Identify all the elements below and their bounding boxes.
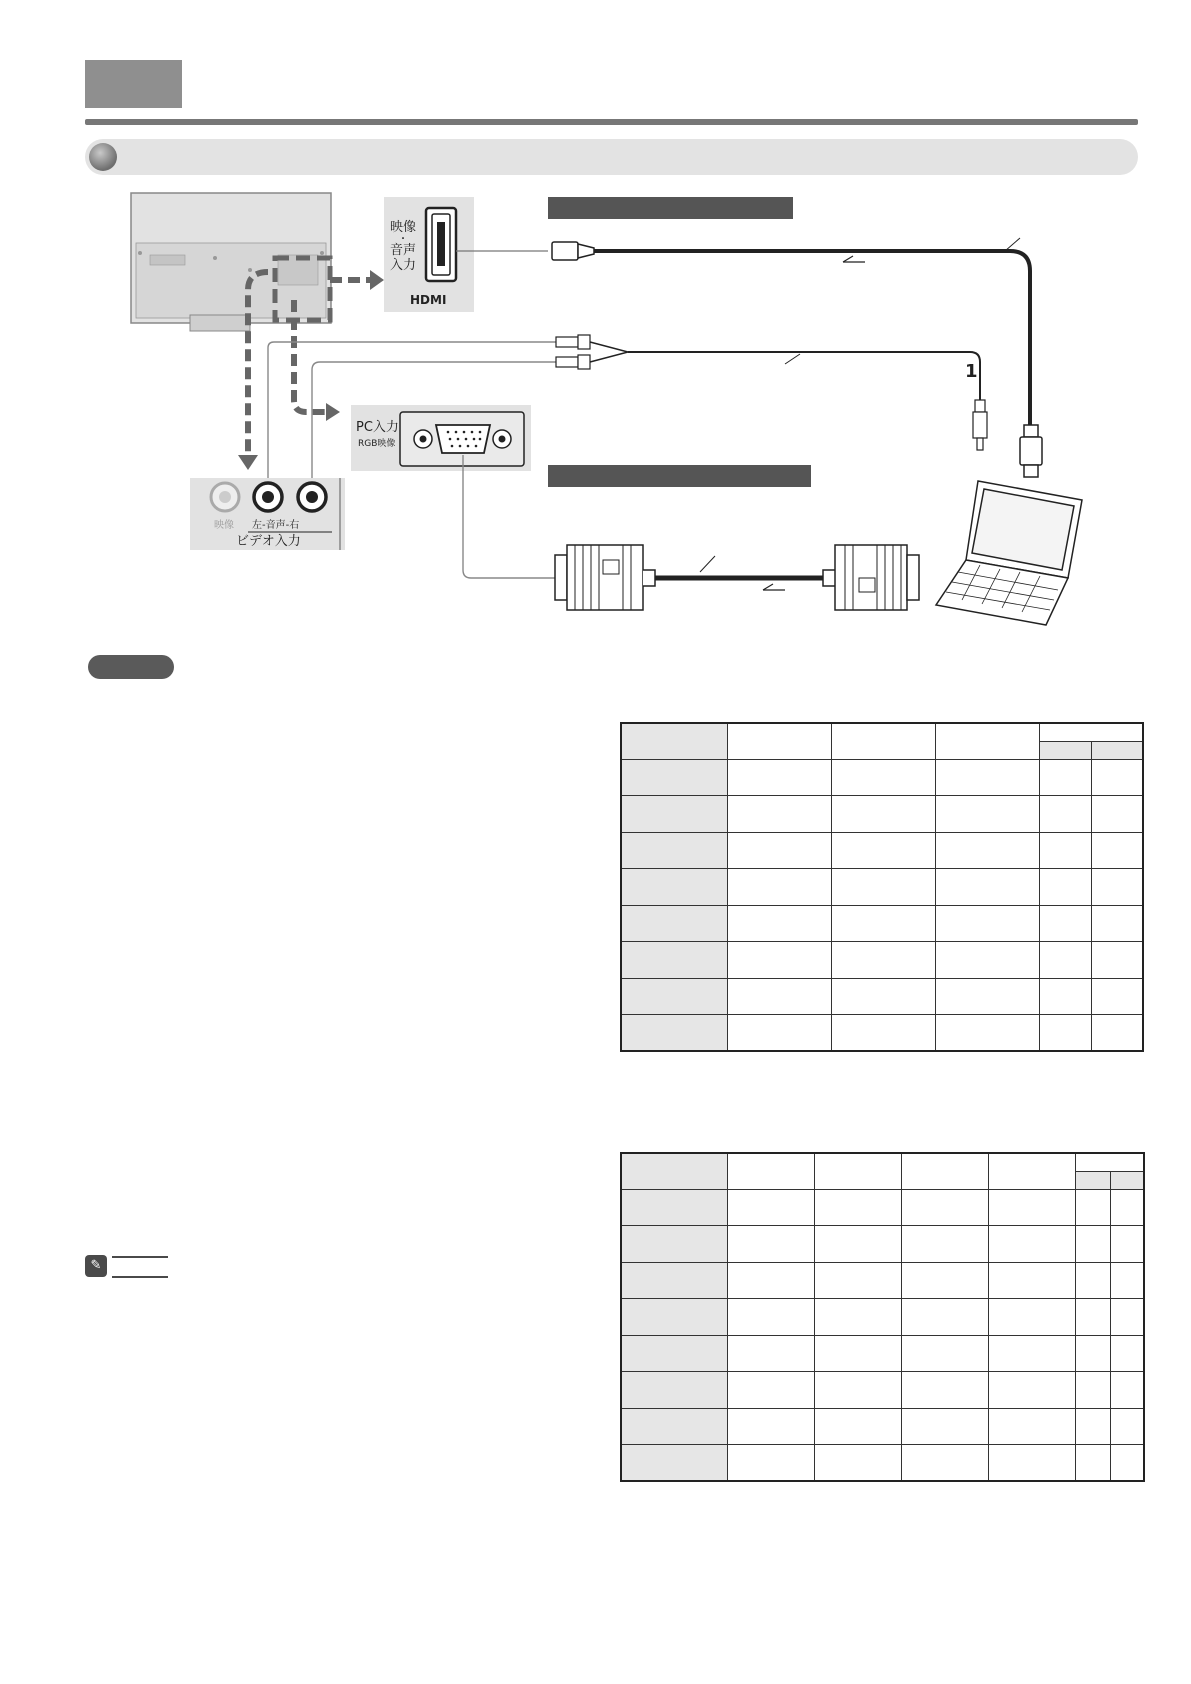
- connection-diagram: [0, 0, 1191, 650]
- pc-label-pc-input: PC入力: [356, 420, 399, 435]
- table-row: [621, 978, 1143, 1014]
- note-pill-label: [88, 655, 174, 679]
- signal-table-2: [620, 1152, 1145, 1482]
- table-row: [621, 942, 1143, 978]
- hdmi-label-audio: 音声: [390, 243, 417, 258]
- signal-table-1: [620, 722, 1144, 1052]
- memo-icon: ✎: [85, 1255, 107, 1277]
- tv-back-illustration: [131, 193, 331, 331]
- table-row: [621, 905, 1143, 941]
- table-row: [621, 1262, 1144, 1298]
- hdmi-label-input: 入力: [390, 258, 417, 273]
- memo-rule-bottom: [112, 1276, 168, 1278]
- rgb-plug-left: [567, 545, 643, 610]
- memo-rule-top: [112, 1256, 168, 1258]
- hdmi-label-video: 映像: [390, 220, 417, 235]
- table-row: [621, 1015, 1143, 1052]
- table-row: [621, 796, 1143, 832]
- hdmi-label-dot: ・: [398, 234, 408, 245]
- table-row: [621, 869, 1143, 905]
- table-row: [621, 759, 1143, 795]
- table-row: [621, 1408, 1144, 1444]
- laptop-illustration: [936, 481, 1082, 625]
- video-label-input: ビデオ入力: [236, 534, 301, 549]
- video-label-video: 映像: [214, 520, 234, 531]
- video-label-audio: 左-音声-右: [252, 520, 300, 531]
- hdmi-logo: HDMI: [410, 293, 447, 307]
- hdmi-plug: [552, 242, 578, 260]
- table-row: [621, 1299, 1144, 1335]
- table-row: [621, 1372, 1144, 1408]
- table-row: [621, 1189, 1144, 1225]
- callout-number: 1: [965, 361, 978, 382]
- hdmi-input-panel: [384, 197, 474, 312]
- table-row: [621, 1445, 1144, 1482]
- table-row: [621, 1335, 1144, 1371]
- video-input-panel: [190, 478, 345, 550]
- pc-input-panel: [351, 405, 531, 471]
- table-row: [621, 1226, 1144, 1262]
- pc-label-rgb: RGB映像: [358, 439, 396, 449]
- table-row: [621, 832, 1143, 868]
